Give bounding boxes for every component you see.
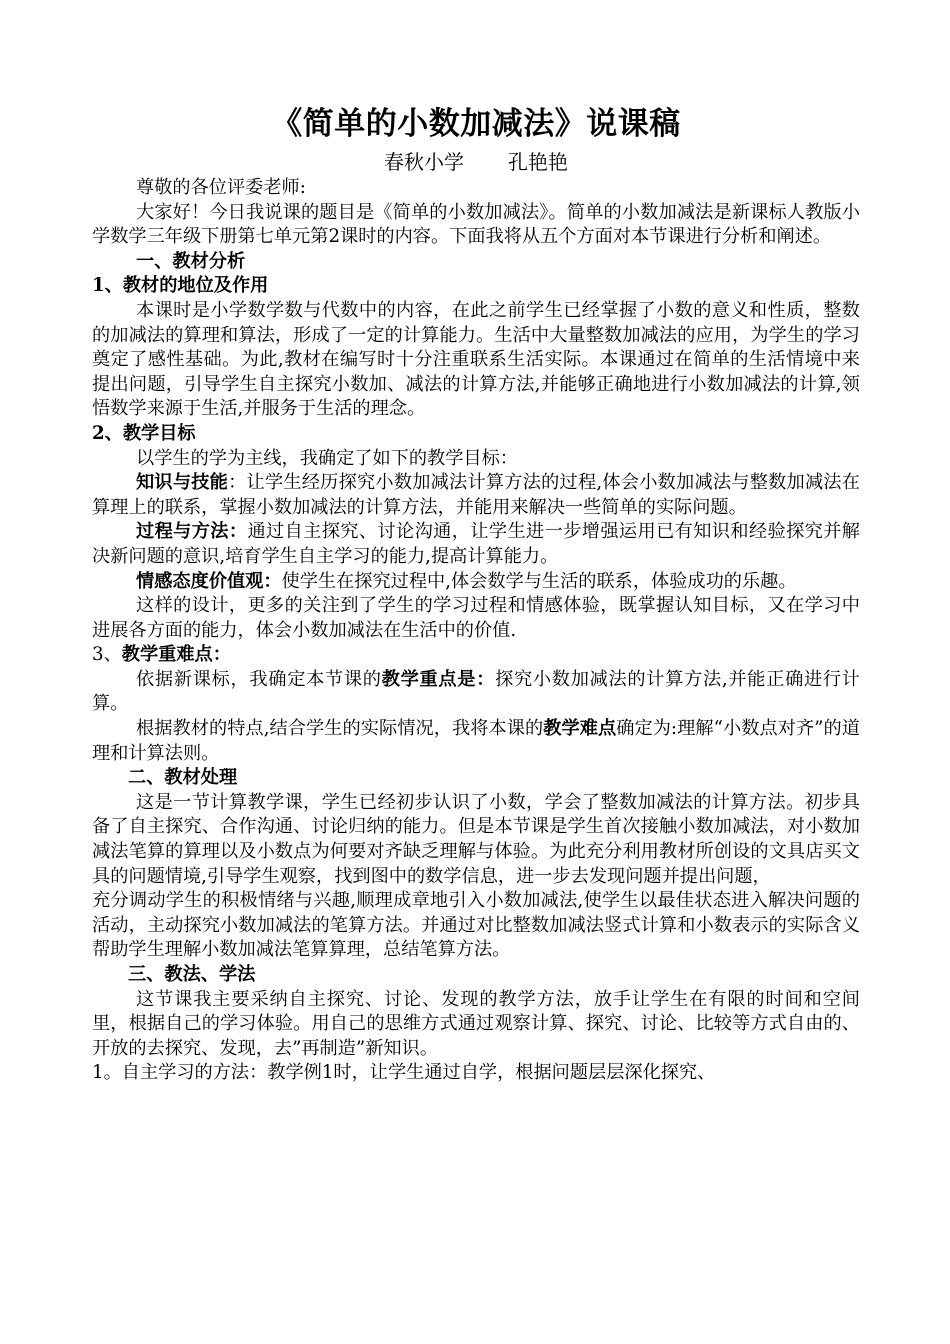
goal-emotion-text: 使学生在探究过程中,体会数学与生活的联系，体验成功的乐趣。 bbox=[281, 570, 797, 592]
section-3-paragraph-1: 这节课我主要采纳自主探究、讨论、发现的教学方法，放手让学生在有限的时间和空间里，根据自己的学习体验。用自己的思维方式通过观察计算、探究、讨论、比较等方式自由的、开放的去探究、发现，去”再制造”新知识。 bbox=[92, 988, 860, 1059]
key-point-text: 探究小数加减法的计算方法,并能正确进行计算。 bbox=[92, 668, 860, 715]
goal-knowledge-label: 知识与技能 bbox=[136, 472, 229, 494]
goal-emotion-label: 情感态度价值观： bbox=[136, 570, 282, 592]
goals-intro: 以学生的学为主线，我确定了如下的教学目标： bbox=[136, 447, 518, 469]
goal-knowledge-text: ：让学生经历探究小数加减法计算方法的过程,体会小数加减法与整数加减法在算理上的联系，掌握小数加减法的计算方法，并能用来解决一些简单的实际问题。 bbox=[92, 472, 860, 518]
section-2-paragraph-2: 充分调动学生的积极情绪与兴趣,顺理成章地引入小数加减法,使学生以最佳状态进入解决问题的活动，主动探究小数加减法的笔算方法。并通过对比整数加减法竖式计算和小数表示的实际含义帮助学生理解小数加减法笔算算理，总结笔算方法。 bbox=[92, 890, 860, 961]
goal-knowledge bbox=[92, 471, 860, 520]
greeting: 尊敬的各位评委老师: bbox=[136, 177, 306, 198]
subsection-1-3-heading bbox=[92, 643, 860, 668]
key-point-paragraph bbox=[92, 668, 860, 717]
subsection-1-2-heading: 2、教学目标 bbox=[92, 422, 196, 444]
difficulty-prefix: 根据教材的特点,结合学生的实际情况，我将本课的 bbox=[136, 718, 544, 740]
document-subtitle bbox=[92, 148, 860, 176]
subsection-1-3-number: 3、 bbox=[92, 644, 122, 666]
document-page bbox=[92, 100, 860, 1086]
key-point-label: 教学重点是： bbox=[381, 668, 496, 690]
section-1-heading: 一、教材分析 bbox=[136, 250, 246, 272]
difficulty-paragraph bbox=[92, 717, 860, 766]
section-2-paragraph-1: 这是一节计算教学课，学生已经初步认识了小数，学会了整数加减法的计算方法。初步具备了自主探究、合作沟通、讨论归纳的能力。但是本节课是学生首次接触小数加减法，对小数加减法笔算的算理以及小数点为何要对齐缺乏理解与体验。为此充分利用教材所创设的文具店买文具的问题情境,引导学生观察，找到图中的数学信息，进一步去发现问题并提出问题， bbox=[92, 791, 860, 887]
difficulty-label: 教学难点 bbox=[543, 718, 617, 740]
goals-summary: 这样的设计，更多的关注到了学生的学习过程和情感体验，既掌握认知目标，又在学习中进展各方面的能力，体会小数加减法在生活中的价值. bbox=[92, 595, 860, 641]
goal-process-text: 通过自主探究、讨论沟通，让学生进一步增强运用已有知识和经验探究并解决新问题的意识,培育学生自主学习的能力,提高计算能力。 bbox=[92, 521, 860, 567]
subsection-1-1-heading: 1、教材的地位及作用 bbox=[92, 275, 269, 297]
goal-process bbox=[92, 520, 860, 569]
author-name: 孔艳艳 bbox=[508, 150, 568, 174]
document-title: 《简单的小数加减法》说课稿 bbox=[271, 106, 681, 142]
goal-process-label: 过程与方法： bbox=[136, 521, 248, 543]
section-2-heading: 二、教材处理 bbox=[128, 767, 238, 789]
subsection-1-1-text: 本课时是小学数学数与代数中的内容，在此之前学生已经掌握了小数的意义和性质，整数的加减法的算理和算法，形成了一定的计算能力。生活中大量整数加减法的应用，为学生的学习奠定了感性基础。为此,教材在编写时十分注重联系生活实际。本课通过在简单的生活情境中来提出问题，引导学生自主探究小数加、减法的计算方法,并能够正确地进行小数加减法的计算,领悟数学来源于生活,并服务于生活的理念。 bbox=[92, 299, 860, 420]
section-3-item-1: 1。自主学习的方法：教学例1时，让学生通过自学，根据问题层层深化探究、 bbox=[92, 1062, 716, 1084]
goal-emotion bbox=[92, 570, 860, 595]
section-3-heading: 三、教法、学法 bbox=[128, 964, 256, 985]
subsection-1-3-title: 教学重难点： bbox=[121, 644, 231, 666]
school-name: 春秋小学 bbox=[384, 150, 464, 174]
key-point-prefix: 依据新课标，我确定本节课的 bbox=[136, 668, 382, 690]
difficulty-text: 确定为:理解“小数点对齐”的道理和计算法则。 bbox=[92, 718, 860, 764]
intro-paragraph: 大家好！今日我说课的题目是《简单的小数加减法》。简单的小数加减法是新课标人教版小学数学三年级下册第七单元第2课时的内容。下面我将从五个方面对本节课进行分析和阐述。 bbox=[92, 201, 860, 248]
